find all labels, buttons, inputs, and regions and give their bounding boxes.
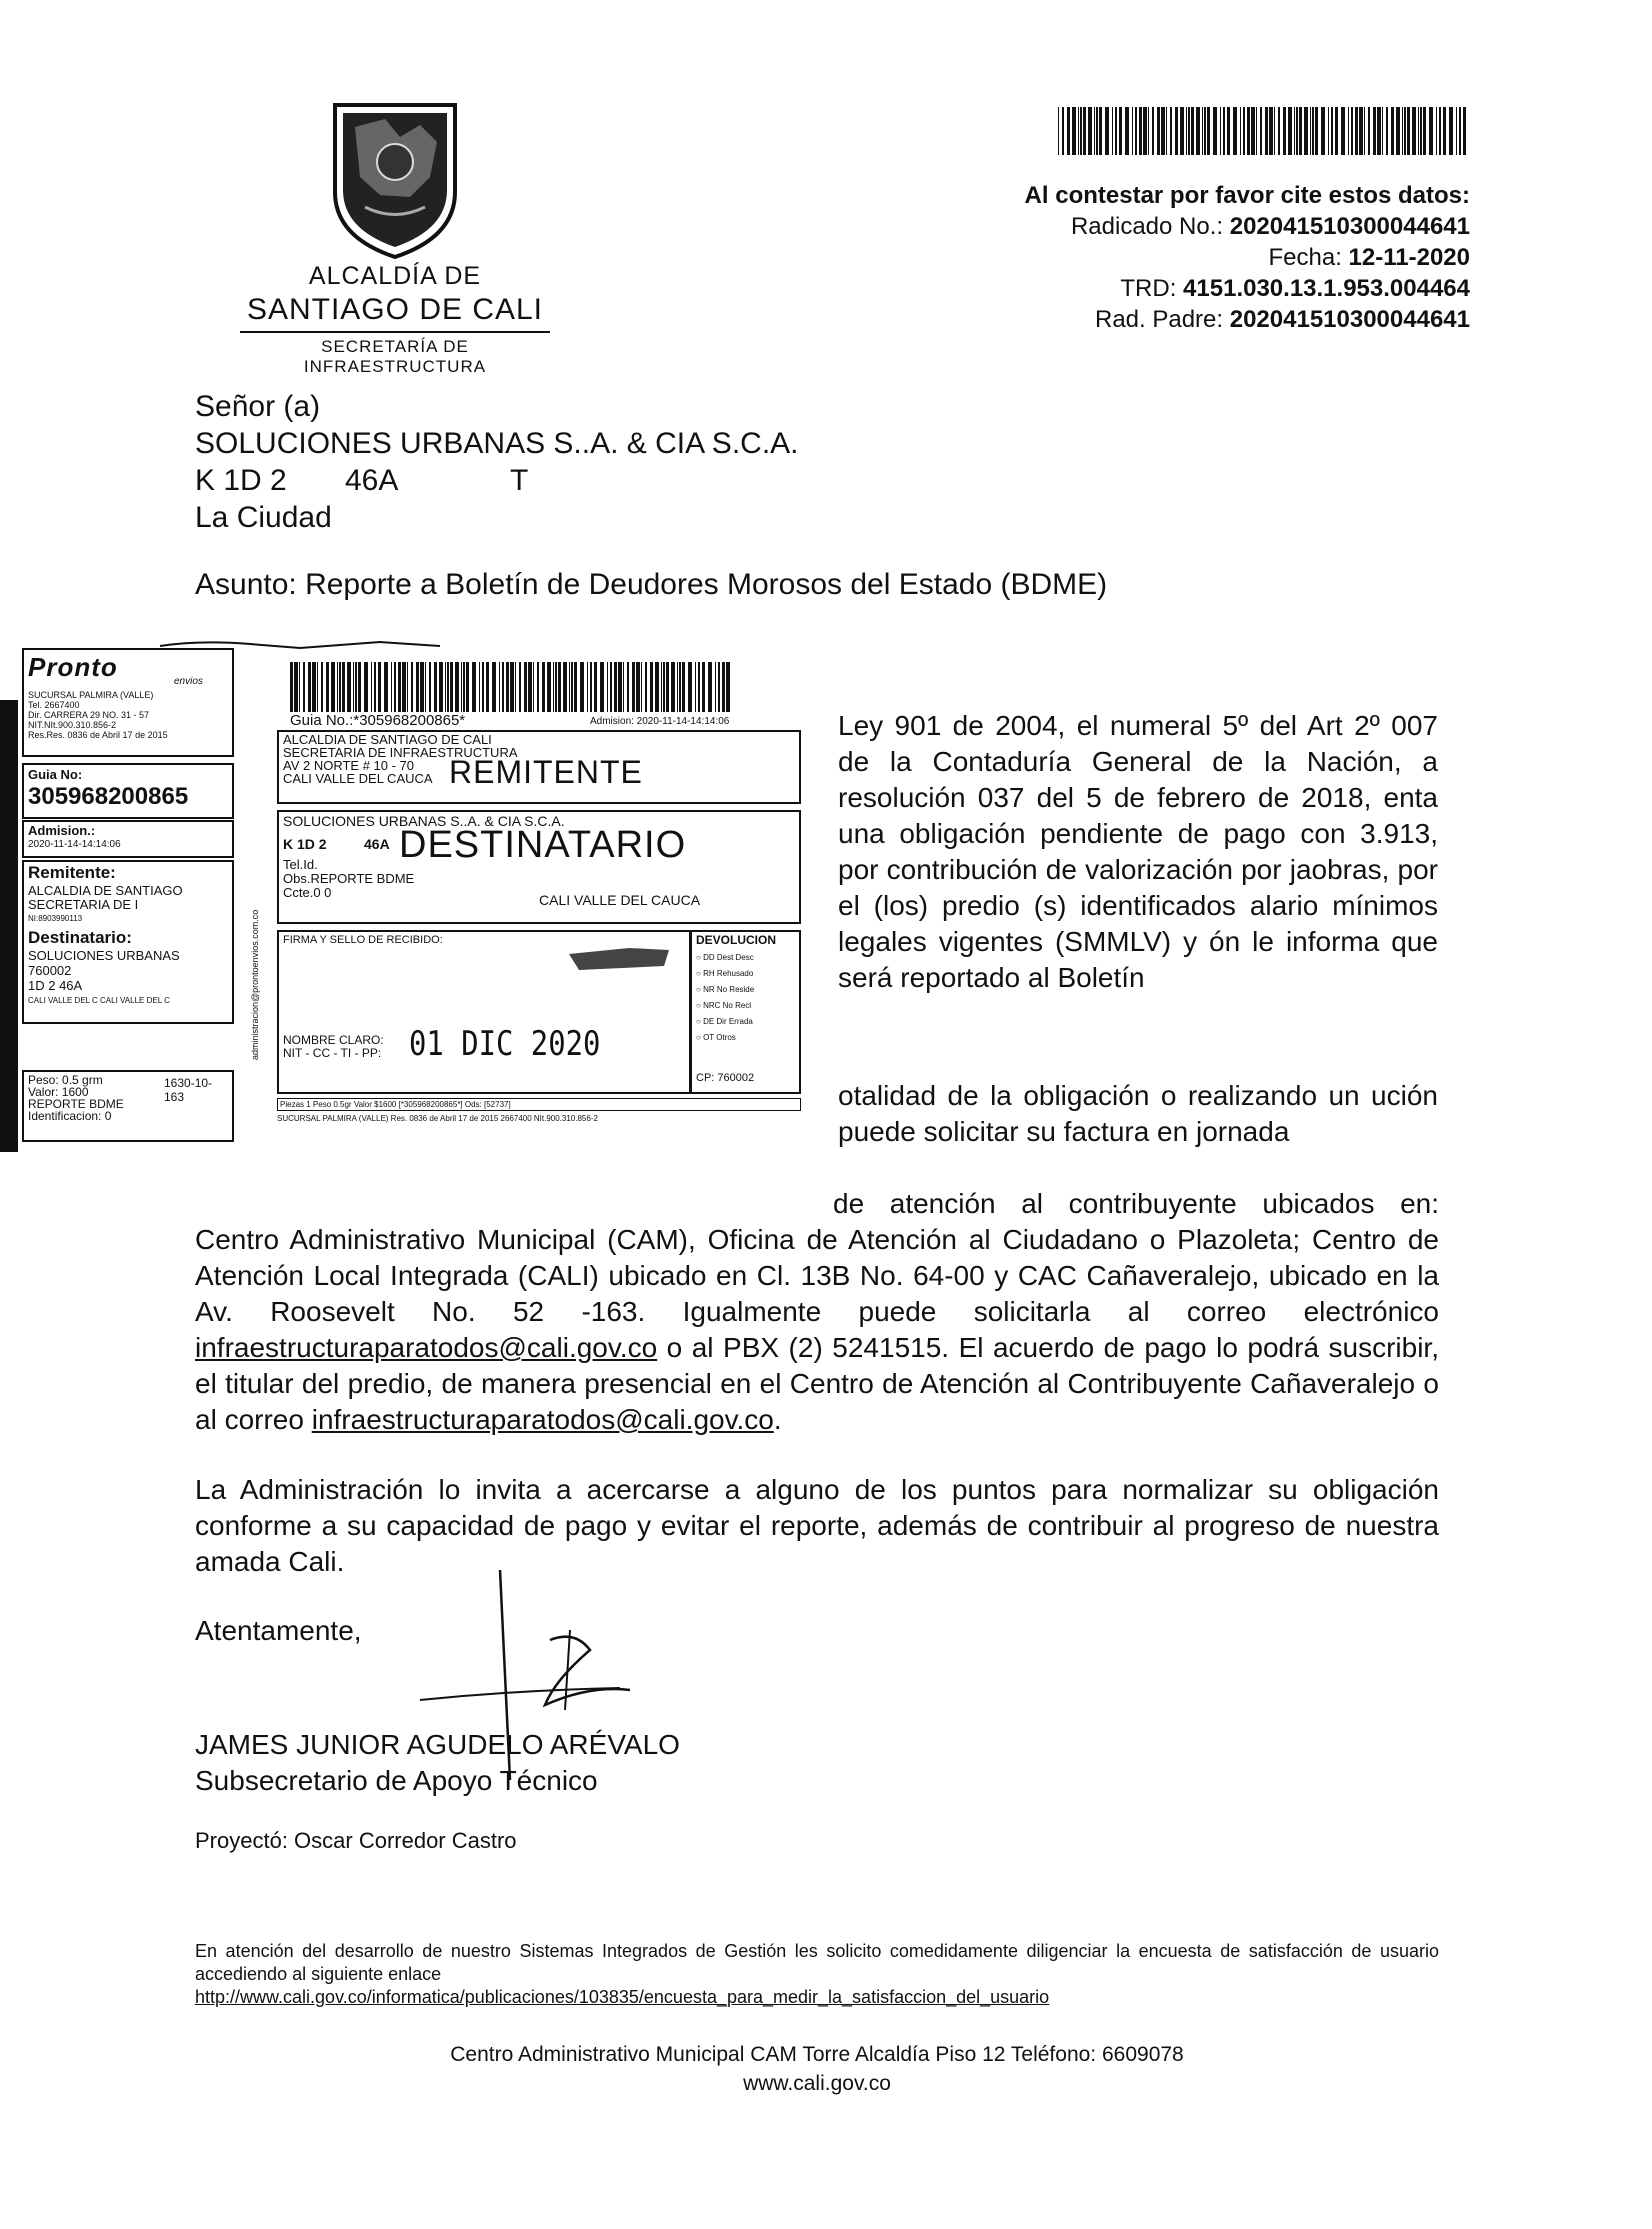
barcode-bar — [398, 662, 401, 712]
barcode-bar — [1423, 107, 1426, 155]
barcode-bar — [650, 662, 653, 712]
devolucion-option: ○ NR No Reside — [696, 985, 755, 994]
barcode-bar — [1213, 107, 1217, 155]
barcode-bar — [1391, 107, 1394, 155]
barcode-bar — [623, 662, 624, 712]
barcode-bar — [563, 662, 567, 712]
barcode-bar — [394, 662, 396, 712]
org-line-2: SANTIAGO DE CALI — [246, 293, 544, 326]
barcode-bar — [645, 662, 647, 712]
barcode-bar — [1191, 107, 1194, 155]
barcode-bar — [1202, 107, 1203, 155]
barcode-bar — [1204, 107, 1206, 155]
barcode-bar — [1152, 107, 1154, 155]
barcode-bar — [547, 662, 551, 712]
barcode-bar — [1180, 107, 1184, 155]
barcode-bar — [641, 662, 642, 712]
barcode-bar — [574, 662, 577, 712]
pronto-logo: Pronto — [28, 652, 118, 682]
barcode-bar — [461, 662, 462, 712]
barcode-bar — [1067, 107, 1070, 155]
destinatario-box: SOLUCIONES URBANAS S..A. & CIA S.C.A. K 1D 2 46A DESTINATARIO Tel.Id. Obs.REPORTE BDME Ccte.0 0 CALI VALLE DEL CAUCA — [277, 810, 801, 924]
barcode-bar — [463, 662, 465, 712]
barcode-bar — [533, 662, 534, 712]
barcode-bar — [391, 662, 392, 712]
barcode-bar — [515, 662, 516, 712]
barcode-bar — [326, 662, 329, 712]
barcode-bar — [661, 662, 662, 712]
devolucion-option: ○ DD Dest Desc — [696, 953, 754, 962]
survey-link[interactable]: http://www.cali.gov.co/informatica/publicaciones/103835/encuesta_para_medir_la_satisfaccion_del_usuario — [195, 1987, 1050, 2007]
body-paragraph-2: otalidad de la obligación o realizando un ución puede solicitar su factura en jornada — [838, 1080, 1438, 1147]
barcode-bar — [610, 662, 612, 712]
label-admision: Admision: 2020-11-14-14:14:06 — [590, 716, 730, 727]
barcode-bar — [1105, 107, 1109, 155]
barcode-bar — [1256, 107, 1257, 155]
signature-receipt-box: FIRMA Y SELLO DE RECIBIDO: NOMBRE CLARO: NIT - CC - TI - PP: 01 DIC 2020 — [277, 930, 691, 1094]
rad-padre-line: Rad. Padre: 202041510300044641 — [1094, 306, 1470, 333]
barcode-bar — [486, 662, 489, 712]
barcode-bar — [627, 662, 629, 712]
barcode-bar — [450, 662, 453, 712]
barcode-bar — [618, 662, 622, 712]
survey-note: En atención del desarrollo de nuestro Sistemas Integrados de Gestión les solicito comedidamente diligenciar la encuesta de satisfacción de usuario accediendo al siguiente enlace http://www.cali.gov.co/informatica/publicaciones/103835/encuesta_para_medir_la_satisfaccion_del_usuario — [195, 1941, 1439, 2007]
barcode-bar — [1404, 107, 1406, 155]
barcode-bar — [1072, 107, 1076, 155]
barcode-bar — [569, 662, 570, 712]
label-footer-line: SUCURSAL PALMIRA (VALLE) Res. 0836 de Abril 17 de 2015 2667400 NIt.900.310.856-2 — [277, 1114, 598, 1123]
barcode-bar — [499, 662, 500, 712]
barcode-bar — [1157, 107, 1160, 155]
barcode-bar — [1260, 107, 1262, 155]
addressee-address: K 1D 2 46A T — [195, 464, 529, 497]
barcode-bar — [1112, 107, 1113, 155]
barcode-bar — [1312, 107, 1314, 155]
barcode-bar — [1227, 107, 1230, 155]
barcode-bar — [715, 662, 716, 712]
barcode-bar — [1386, 107, 1388, 155]
signer-name: JAMES JUNIOR AGUDELO ARÉVALO — [195, 1729, 680, 1760]
barcode-bar — [1436, 107, 1437, 155]
barcode-bar — [1078, 107, 1079, 155]
barcode-bar — [1161, 107, 1165, 155]
barcode-bar — [542, 662, 545, 712]
barcode-bar — [358, 662, 361, 712]
barcode-bar — [371, 662, 372, 712]
stub-weight-box: Peso: 0.5 grm Valor: 1600 REPORTE BDME Identificacion: 0 1630-10-163 — [22, 1070, 234, 1142]
barcode-bar — [1099, 107, 1102, 155]
barcode-bar — [1233, 107, 1237, 155]
stub-guia-box: Guia No: 305968200865 — [22, 763, 234, 819]
courier-shipping-label — [0, 640, 830, 1152]
barcode-bar — [364, 662, 368, 712]
barcode-bar — [416, 662, 419, 712]
barcode-bar — [1139, 107, 1142, 155]
stub-admision-box: Admision.: 2020-11-14-14:14:06 — [22, 820, 234, 858]
barcode-bar — [1062, 107, 1064, 155]
option-circle-icon: ○ — [696, 969, 704, 978]
projected-by: Proyectó: Oscar Corredor Castro — [195, 1828, 517, 1853]
barcode-bar — [347, 662, 351, 712]
option-circle-icon: ○ — [696, 1017, 704, 1026]
barcode-bar — [312, 662, 316, 712]
barcode-bar — [355, 662, 357, 712]
barcode-bar — [1265, 107, 1268, 155]
barcode-bar — [1196, 107, 1200, 155]
barcode-bar — [1296, 107, 1298, 155]
barcode-bar — [1418, 107, 1419, 155]
barcode-bar — [1328, 107, 1329, 155]
barcode-bar — [420, 662, 424, 712]
footer-contact — [195, 2040, 1439, 2098]
devolucion-box: DEVOLUCION ○ DD Dest Desc ○ RH Rehusado ○ NR No Reside ○ NRC No Recl ○ DE Dir Errada ○ OT Otros CP: 760002 — [690, 930, 801, 1094]
barcode-bar — [1132, 107, 1133, 155]
barcode-bar — [688, 662, 692, 712]
barcode-bar — [1412, 107, 1416, 155]
destinatario-stamp: DESTINATARIO — [399, 824, 687, 866]
barcode-bar — [353, 662, 354, 712]
barcode-bar — [1125, 107, 1129, 155]
barcode-bar — [1240, 107, 1241, 155]
devolucion-options — [696, 950, 754, 1046]
barcode-bar — [1058, 107, 1059, 155]
barcode-bar — [502, 662, 504, 712]
body-paragraph-3: de atención al contribuyente ubicados en: Centro Administrativo Municipal (CAM), Oficina de Atención al Ciudadano o Plazoleta; Centro de Atención Local Integrada (CALI) ubicado en Cl. 13B No. 64-00 y CAC Cañaveralejo, ubicado en la Av. Roosevelt No. 52 -163. Igualmente puede solicitarla al correo electrónico infraestructuraparatodos@cali.gov.co o al PBX (2) 5241515. El acuerdo de pago lo podrá suscribir, el titular del predio, de manera presencial en el Centro de Atención al Contribuyente Cañaveralejo o al correo infraestructuraparatodos@cali.gov.co. — [195, 1188, 1439, 1435]
devolucion-option: ○ OT Otros — [696, 1033, 736, 1042]
barcode-bar — [636, 662, 640, 712]
delivery-date-stamp: 01 DIC 2020 — [409, 1024, 601, 1064]
barcode-bar — [698, 662, 700, 712]
body-paragraph-1: Ley 901 de 2004, el numeral 5º del Art 2º 007 de la Contaduría General de la Nación, a resolución 037 del 5 de febrero de 2018, enta una obligación pendiente de pago con 3.913, por contribución de valorización por jaobras, por el (los) predio (s) identificados alario mínimos legales vigentes (SMMLV) y ón le informa que será reportado al Boletín — [838, 710, 1438, 993]
barcode-bar — [1223, 107, 1225, 155]
barcode-bar — [519, 662, 521, 712]
barcode-bar — [1148, 107, 1149, 155]
barcode-bar — [492, 662, 496, 712]
barcode-bar — [682, 662, 685, 712]
subject-line: Asunto: Reporte a Boletín de Deudores Morosos del Estado (BDME) — [195, 568, 1108, 601]
barcode-bar — [1420, 107, 1422, 155]
citation-block — [960, 180, 1470, 335]
barcode-bar — [506, 662, 509, 712]
barcode-bar — [1429, 107, 1433, 155]
barcode-bar — [1288, 107, 1292, 155]
barcode-bar — [342, 662, 345, 712]
barcode-bar — [374, 662, 376, 712]
barcode-bar — [294, 662, 298, 712]
barcode-bar — [1083, 107, 1086, 155]
barcode-bar — [722, 662, 725, 712]
barcode-bar — [1321, 107, 1325, 155]
barcode-bar — [337, 662, 338, 712]
barcode-bar — [702, 662, 705, 712]
barcode-bar — [407, 662, 408, 712]
barcode-bar — [429, 662, 431, 712]
barcode-bar — [1247, 107, 1250, 155]
barcode-bar — [614, 662, 617, 712]
barcode-bar — [571, 662, 573, 712]
barcode-bar — [590, 662, 592, 712]
barcode-bar — [1243, 107, 1245, 155]
org-line-1: ALCALDÍA DE — [308, 262, 482, 290]
barcode-bar — [663, 662, 665, 712]
barcode-bar — [321, 662, 323, 712]
barcode-bar — [1351, 107, 1353, 155]
barcode-bar — [1274, 107, 1275, 155]
trd-line: TRD: 4151.030.13.1.953.004464 — [1120, 275, 1470, 302]
option-circle-icon: ○ — [696, 985, 704, 994]
barcode-bar — [339, 662, 341, 712]
barcode-bar — [553, 662, 554, 712]
barcode-bar — [1269, 107, 1273, 155]
barcode-bar — [402, 662, 406, 712]
stub-header-box: Pronto envios SUCURSAL PALMIRA (VALLE) Tel. 2667400 Dir. CARRERA 29 NO. 31 - 57 NIT.NIt.900.310.856-2 Res.Res. 0836 de Abril 17 de 2015 — [22, 648, 234, 757]
barcode-bar — [1364, 107, 1365, 155]
barcode-bar — [290, 662, 293, 712]
devolucion-option: ○ NRC No Recl — [696, 1001, 752, 1010]
organization-header — [230, 262, 560, 377]
closing: Atentamente, — [195, 1615, 362, 1646]
barcode-bar — [1094, 107, 1095, 155]
barcode-bar — [510, 662, 514, 712]
barcode-bar — [666, 662, 669, 712]
barcode-bar — [299, 662, 300, 712]
barcode-bar — [1348, 107, 1349, 155]
barcode-bar — [1088, 107, 1092, 155]
barcode-bar — [1310, 107, 1311, 155]
barcode-bar — [671, 662, 675, 712]
barcode-bar — [1096, 107, 1098, 155]
barcode-bar — [378, 662, 381, 712]
barcode-bar — [1335, 107, 1338, 155]
barcode-bar — [679, 662, 681, 712]
barcode-bar — [1170, 107, 1172, 155]
barcode-bar — [537, 662, 539, 712]
label-barcode — [290, 662, 730, 712]
barcode-bar — [1449, 107, 1453, 155]
footer-address: Centro Administrativo Municipal CAM Torre Alcaldía Piso 12 Teléfono: 6609078 — [450, 2043, 1184, 2066]
barcode-bar — [655, 662, 659, 712]
radicado-barcode — [1058, 107, 1466, 155]
barcode-bar — [411, 662, 413, 712]
barcode-bar — [1115, 107, 1117, 155]
barcode-bar — [1463, 107, 1466, 155]
barcode-bar — [1220, 107, 1221, 155]
barcode-bar — [587, 662, 588, 712]
barcode-bar — [466, 662, 469, 712]
barcode-bar — [1119, 107, 1122, 155]
barcode-bar — [308, 662, 311, 712]
email-link-2[interactable]: infraestructuraparatodos@cali.gov.co — [311, 1404, 774, 1435]
cite-title: Al contestar por favor cite estos datos: — [1024, 182, 1470, 209]
barcode-bar — [1188, 107, 1190, 155]
barcode-bar — [1456, 107, 1457, 155]
barcode-bar — [594, 662, 597, 712]
barcode-bar — [1355, 107, 1358, 155]
signer-title: Subsecretario de Apoyo Técnico — [195, 1765, 598, 1796]
barcode-bar — [434, 662, 437, 712]
barcode-bar — [1439, 107, 1441, 155]
email-link-1[interactable]: infraestructuraparatodos@cali.gov.co — [195, 1332, 658, 1363]
option-circle-icon: ○ — [696, 1033, 704, 1042]
label-guia-number: Guia No.:*305968200865* — [290, 712, 466, 729]
barcode-bar — [1135, 107, 1137, 155]
fecha-line: Fecha: 12-11-2020 — [1268, 244, 1470, 271]
barcode-bar — [1304, 107, 1308, 155]
barcode-bar — [708, 662, 712, 712]
barcode-bar — [632, 662, 635, 712]
barcode-bar — [455, 662, 459, 712]
devolucion-option: ○ RH Rehusado — [696, 969, 754, 978]
addressee-block — [195, 388, 799, 536]
received-stamp-mark — [569, 944, 669, 972]
barcode-bar — [1294, 107, 1295, 155]
barcode-bar — [1143, 107, 1147, 155]
barcode-bar — [1251, 107, 1255, 155]
barcode-bar — [677, 662, 678, 712]
remitente-stamp: REMITENTE — [449, 754, 643, 790]
barcode-bar — [718, 662, 720, 712]
org-divider — [240, 331, 550, 333]
barcode-bar — [1299, 107, 1302, 155]
barcode-bar — [472, 662, 476, 712]
org-line-3: SECRETARÍA DE INFRAESTRUCTURA — [303, 337, 487, 376]
barcode-bar — [1166, 107, 1167, 155]
salutation: Señor (a) — [195, 390, 321, 423]
barcode-bar — [524, 662, 527, 712]
barcode-bar — [1459, 107, 1461, 155]
barcode-bar — [439, 662, 443, 712]
radicado-line: Radicado No.: 202041510300044641 — [1070, 213, 1470, 240]
barcode-bar — [528, 662, 532, 712]
barcode-bar — [1175, 107, 1178, 155]
remitente-box: ALCALDIA DE SANTIAGO DE CALI SECRETARIA DE INFRAESTRUCTURA AV 2 NORTE # 10 - 70 CALI VALLE DEL CAUCA REMITENTE — [277, 730, 801, 804]
stub-parties-box: Remitente: ALCALDIA DE SANTIAGO SECRETARIA DE I NI:8903990113 Destinatario: SOLUCIONES URBANAS 760002 1D 2 46A CALI VALLE DEL C CALI VALLE DEL C — [22, 860, 234, 1024]
barcode-bar — [607, 662, 608, 712]
barcode-bar — [1396, 107, 1400, 155]
barcode-bar — [1359, 107, 1363, 155]
barcode-bar — [1373, 107, 1376, 155]
option-circle-icon: ○ — [696, 1001, 704, 1010]
barcode-bar — [482, 662, 484, 712]
option-circle-icon: ○ — [696, 953, 704, 962]
barcode-bar — [1377, 107, 1381, 155]
devolucion-option: ○ DE Dir Errada — [696, 1017, 753, 1026]
barcode-bar — [726, 662, 730, 712]
barcode-bar — [555, 662, 557, 712]
label-side-email: administracion@prontoenvios.com.co — [250, 909, 260, 1060]
barcode-bar — [1278, 107, 1280, 155]
barcode-bar — [447, 662, 449, 712]
signer-block — [195, 1727, 680, 1799]
barcode-bar — [1283, 107, 1286, 155]
barcode-bar — [1443, 107, 1446, 155]
barcode-bar — [1368, 107, 1370, 155]
city-crest-logo — [325, 97, 465, 262]
barcode-bar — [558, 662, 561, 712]
addressee-name: SOLUCIONES URBANAS S..A. & CIA S.C.A. — [195, 427, 799, 460]
barcode-bar — [1382, 107, 1383, 155]
barcode-bar — [317, 662, 318, 712]
body-paragraph-4: La Administración lo invita a acercarse a alguno de los puntos para normalizar su obligación conforme a su capacidad de pago y evitar el reporte, además de contribuir al progreso de nuestra amada Cali. — [195, 1474, 1439, 1577]
barcode-bar — [445, 662, 446, 712]
barcode-bar — [1315, 107, 1318, 155]
barcode-bar — [1080, 107, 1082, 155]
barcode-bar — [580, 662, 584, 712]
stub-guia-number: 305968200865 — [28, 783, 189, 810]
addressee-city: La Ciudad — [195, 501, 332, 534]
barcode-bar — [600, 662, 604, 712]
barcode-bar — [384, 662, 388, 712]
footer-website: www.cali.gov.co — [743, 2072, 891, 2095]
barcode-bar — [1407, 107, 1410, 155]
barcode-bar — [1402, 107, 1403, 155]
barcode-bar — [695, 662, 696, 712]
barcode-bar — [1341, 107, 1345, 155]
barcode-bar — [1331, 107, 1333, 155]
barcode-bar — [479, 662, 480, 712]
barcode-bar — [331, 662, 335, 712]
pieces-line: Piezas 1 Peso 0.5gr Valor $1600 [*305968200865*] Ods: [52737] — [277, 1098, 801, 1111]
barcode-bar — [425, 662, 426, 712]
barcode-bar — [1186, 107, 1187, 155]
barcode-bar — [1207, 107, 1210, 155]
barcode-bar — [303, 662, 305, 712]
